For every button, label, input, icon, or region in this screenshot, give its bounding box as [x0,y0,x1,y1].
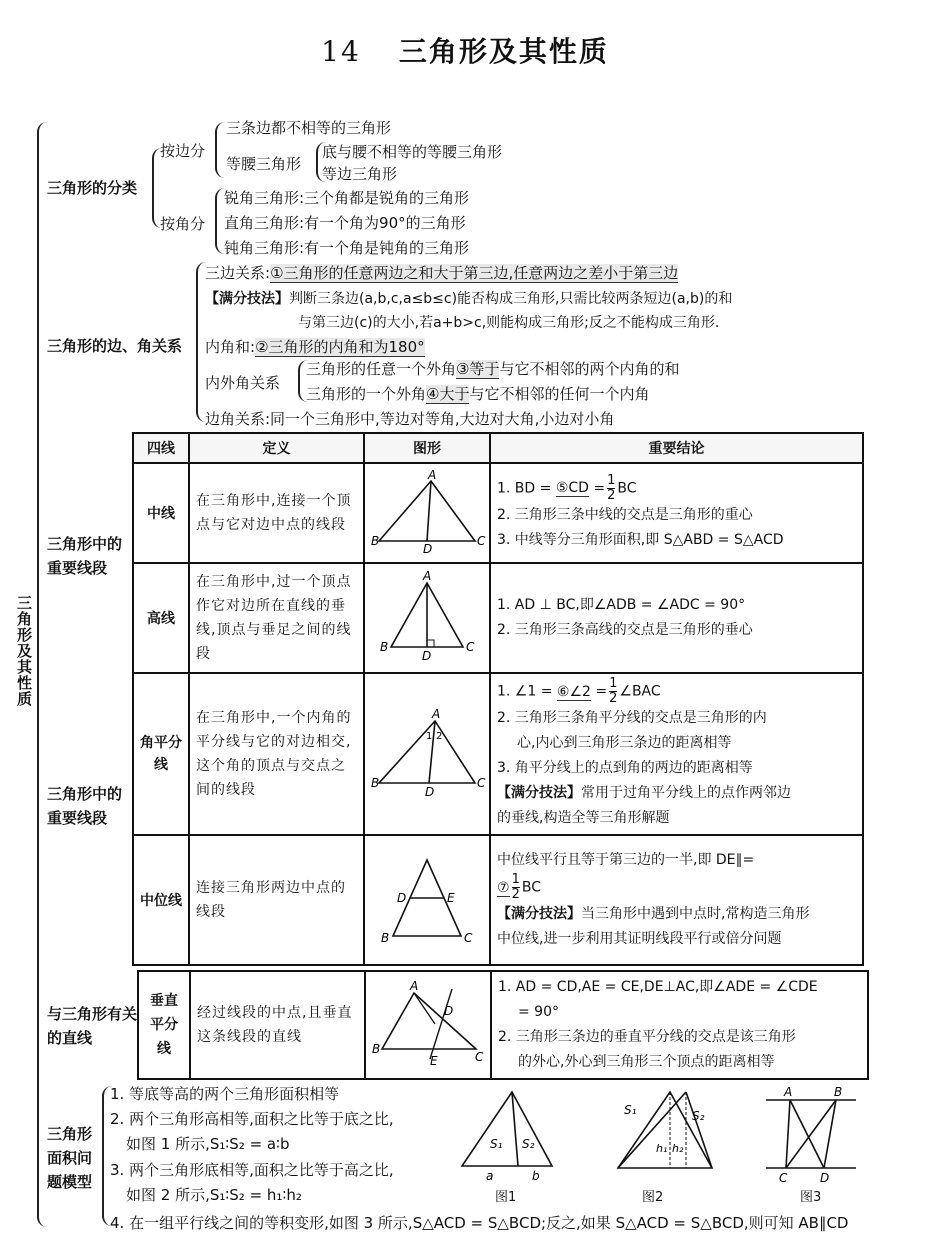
bisector-r1b: ∠BAC [619,683,661,700]
lines-heading-2: 三角形中的重要线段 [47,785,123,827]
perp-heading: 与三角形有关的直线 [47,1005,138,1047]
inout-1-fill: ③等于 [456,360,500,378]
svg-text:S₁: S₁ [490,1137,503,1151]
midline-r1: 中位线平行且等于第三边的一半,即 DE∥= [497,852,755,868]
area-brace [102,1086,112,1226]
three-sides-row [205,262,678,283]
three-sides-fill: ①三角形的任意两边之和大于第三边,任意两边之差小于第三边 [270,264,679,282]
perp-r2b: 的外心,外心到三角形三个顶点的距离相等 [518,1054,775,1070]
midline-r2 [497,873,856,902]
median-def: 在三角形中,连接一个顶点与它对边中点的线段 [189,463,364,563]
inout-row-1 [306,358,679,379]
by-side-brace [215,122,225,178]
perp-figure [365,971,491,1079]
scalene-item: 三条边都不相等的三角形 [226,119,392,137]
isosceles-sub-1: 底与腰不相等的等腰三角形 [322,143,503,161]
table-row [133,563,863,673]
midline-r2-fill: ⑦ [497,879,510,896]
svg-text:D: D [425,785,435,799]
svg-text:A: A [432,707,441,721]
svg-text:B: B [372,1042,381,1056]
altitude-name: 高线 [133,563,189,673]
midline-r2b: BC [521,879,541,896]
median-results [490,463,863,563]
table-row [138,971,868,1079]
isosceles-sub-2: 等边三角形 [322,165,398,183]
title-text: 三角形及其性质 [398,35,609,68]
bisector-frac-num: 1 [609,676,618,691]
midline-tip-label: 【满分技法】 [497,906,581,922]
perp-r2a: 2. 三角形三条边的垂直平分线的交点是该三角形 [498,1029,796,1045]
bisector-r1 [497,677,856,706]
inout-label: 内外角关系 [205,374,281,392]
midline-frac-den: 2 [511,887,520,902]
perp-r1b: = 90° [518,1004,559,1020]
by-angle-label: 按角分 [160,215,206,233]
svg-text:C: C [477,534,486,548]
svg-text:D: D [397,891,407,905]
right-item: 直角三角形:有一个角为90°的三角形 [224,214,466,232]
tip-row-1 [205,288,732,308]
median-frac-den: 2 [607,487,616,503]
svg-text:S₂: S₂ [692,1109,705,1123]
perp-def: 经过线段的中点,且垂直这条线段的直线 [190,971,365,1079]
svg-text:C: C [464,931,473,945]
header-definition: 定义 [189,433,364,463]
header-four-lines: 四线 [133,433,189,463]
interior-row [205,336,425,357]
svg-text:E: E [447,891,455,905]
svg-text:A: A [423,569,432,583]
bisector-frac [609,677,617,706]
segments-table [132,432,864,966]
bisector-r1-eq: = [595,683,608,700]
area-heading: 三角形面积问题模型 [47,1125,93,1191]
bisector-name: 角平分线 [133,673,189,835]
altitude-triangle-icon [377,571,477,661]
bisector-r1-fill: ⑥∠2 [556,683,591,700]
perp-name: 垂直平分线 [138,971,190,1079]
area-figure-1 [456,1086,556,1182]
area-item-2b: 如图 1 所示,S₁∶S₂ = a∶b [126,1135,290,1153]
side-title: 三角形及其性质 [15,595,33,707]
by-side-label: 按边分 [160,142,206,160]
svg-text:B: B [371,534,380,548]
inout-2b: 与它不相邻的任何一个内角 [469,385,650,403]
svg-text:B: B [381,931,390,945]
svg-text:D: D [422,649,432,663]
svg-text:B: B [371,776,380,790]
bisector-results [490,673,863,835]
altitude-def: 在三角形中,过一个顶点作它对边所在直线的垂线,顶点与垂足之间的线段 [189,563,364,673]
relations-heading: 三角形的边、角关系 [47,337,183,355]
fig-3-label: 图3 [800,1190,822,1205]
area-item-3: 3. 两个三角形底相等,面积之比等于高之比, [110,1161,394,1179]
median-r1a: 1. BD = [497,480,552,496]
svg-text:B: B [380,640,389,654]
perp-r1a: 1. AD = CD,AE = CE,DE⊥AC,即∠ADE = ∠CDE [498,979,818,995]
svg-text:S₁: S₁ [624,1103,637,1117]
inout-1b: 与它不相邻的两个内角的和 [499,360,680,378]
svg-text:B: B [834,1085,843,1099]
title-number: 14 [321,35,361,68]
median-r3: 3. 中线等分三角形面积,即 S△ABD = S△ACD [497,531,784,548]
altitude-r1: 1. AD ⊥ BC,即∠ADB = ∠ADC = 90° [497,597,746,613]
midline-frac-num: 1 [511,872,520,887]
bisector-tip-1: 常用于过角平分线上的点作两邻边 [581,785,791,801]
midline-name: 中位线 [133,835,189,965]
interior-label: 内角和: [205,338,256,356]
bisector-def: 在三角形中,一个内角的平分线与它的对边相交,这个角的顶点与交点之间的线段 [189,673,364,835]
svg-text:a: a [486,1169,494,1183]
svg-text:h₁: h₁ [656,1142,668,1155]
svg-text:2: 2 [436,731,443,742]
svg-text:C: C [477,776,486,790]
inout-row-2 [306,383,649,404]
midline-tip-1: 当三角形中遇到中点时,常构造三角形 [581,906,810,922]
area-item-3b: 如图 2 所示,S₁∶S₂ = h₁∶h₂ [126,1186,302,1204]
isosceles-item: 等腰三角形 [226,155,302,173]
tip-line-1: 判断三条边(a,b,c,a≤b≤c)能否构成三角形,只需比较两条短边(a,b)的和 [289,291,733,307]
table-row [133,673,863,835]
header-conclusions: 重要结论 [490,433,863,463]
midline-frac [512,873,520,902]
tip-label: 【满分技法】 [205,291,289,307]
median-r1b: BC [617,480,637,496]
acute-item: 锐角三角形:三个角都是锐角的三角形 [224,189,470,207]
inout-2-fill: ④大于 [426,385,470,403]
area-item-1: 1. 等底等高的两个三角形面积相等 [110,1085,340,1103]
classify-heading: 三角形的分类 [47,179,138,197]
svg-text:D: D [423,542,433,556]
svg-text:A: A [410,979,419,993]
interior-fill: ②三角形的内角和为180° [255,338,425,356]
page-title [0,30,930,70]
midline-figure [364,835,490,965]
svg-text:C: C [466,640,475,654]
table-row [133,835,863,965]
fig-2-label: 图2 [642,1190,664,1205]
svg-text:A: A [428,468,437,482]
obtuse-item: 钝角三角形:有一个角是钝角的三角形 [224,239,470,257]
svg-text:E: E [430,1054,438,1068]
svg-text:C: C [779,1171,788,1185]
table-header-row [133,433,863,463]
median-r1 [497,474,856,503]
area-figure-2 [612,1086,720,1182]
svg-text:S₂: S₂ [522,1137,535,1151]
altitude-results [490,563,863,673]
bisector-r2b: 心,内心到三角形三条边的距离相等 [517,735,732,751]
three-sides-label: 三边关系: [205,264,271,282]
svg-text:1: 1 [426,731,433,742]
median-figure [364,463,490,563]
perp-triangle-icon [372,979,484,1067]
bisector-figure [364,673,490,835]
svg-text:D: D [820,1171,830,1185]
median-triangle-icon [371,468,486,556]
median-frac [607,474,615,503]
bisector-frac-den: 2 [609,691,618,706]
median-r2: 2. 三角形三条中线的交点是三角形的重心 [497,506,753,523]
area-item-4: 4. 在一组平行线之间的等积变形,如图 3 所示,S△ACD = S△BCD;反之,如果 S△ACD = S△BCD,则可知 AB∥CD [110,1214,849,1232]
inout-2a: 三角形的一个外角 [306,385,427,403]
area-figure-3 [764,1082,860,1186]
bisector-r1a: 1. ∠1 = [497,683,553,700]
bisector-r2a: 2. 三角形三条角平分线的交点是三角形的内 [497,710,767,726]
inout-1a: 三角形的任意一个外角 [306,360,457,378]
midline-triangle-icon [377,850,477,946]
svg-text:D: D [444,1004,454,1018]
fig-1-label: 图1 [495,1190,517,1205]
altitude-figure [364,563,490,673]
bisector-tip-2: 的垂线,构造全等三角形解题 [497,810,670,826]
svg-text:C: C [475,1050,484,1064]
median-r1-eq: = [593,480,606,496]
bisector-r3: 3. 角平分线上的点到角的两边的距离相等 [497,760,753,776]
median-r1-fill: ⑤CD [555,480,589,496]
perp-results [491,971,868,1079]
svg-text:b: b [532,1169,540,1183]
bisector-triangle-icon [371,707,486,799]
perp-table [137,970,869,1080]
midline-results [490,835,863,965]
area-item-2: 2. 两个三角形高相等,面积之比等于底之比, [110,1110,394,1128]
median-name: 中线 [133,463,189,563]
lines-heading-1: 三角形中的重要线段 [47,535,123,577]
table-row [133,463,863,563]
outer-brace [37,122,49,1227]
bisector-tip [497,781,856,806]
svg-text:h₂: h₂ [672,1142,684,1155]
svg-text:A: A [784,1085,793,1099]
tip-line-2: 与第三边(c)的大小,若a+b>c,则能构成三角形;反之不能构成三角形. [298,315,720,331]
header-figure: 图形 [364,433,490,463]
median-frac-num: 1 [607,472,616,488]
side-angle-row: 边角关系:同一个三角形中,等边对等角,大边对大角,小边对小角 [205,410,615,428]
midline-tip-2: 中位线,进一步利用其证明线段平行或倍分问题 [497,931,782,947]
midline-def: 连接三角形两边中点的线段 [189,835,364,965]
midline-tip [497,902,856,927]
bisector-tip-label: 【满分技法】 [497,785,581,801]
altitude-r2: 2. 三角形三条高线的交点是三角形的垂心 [497,622,753,638]
